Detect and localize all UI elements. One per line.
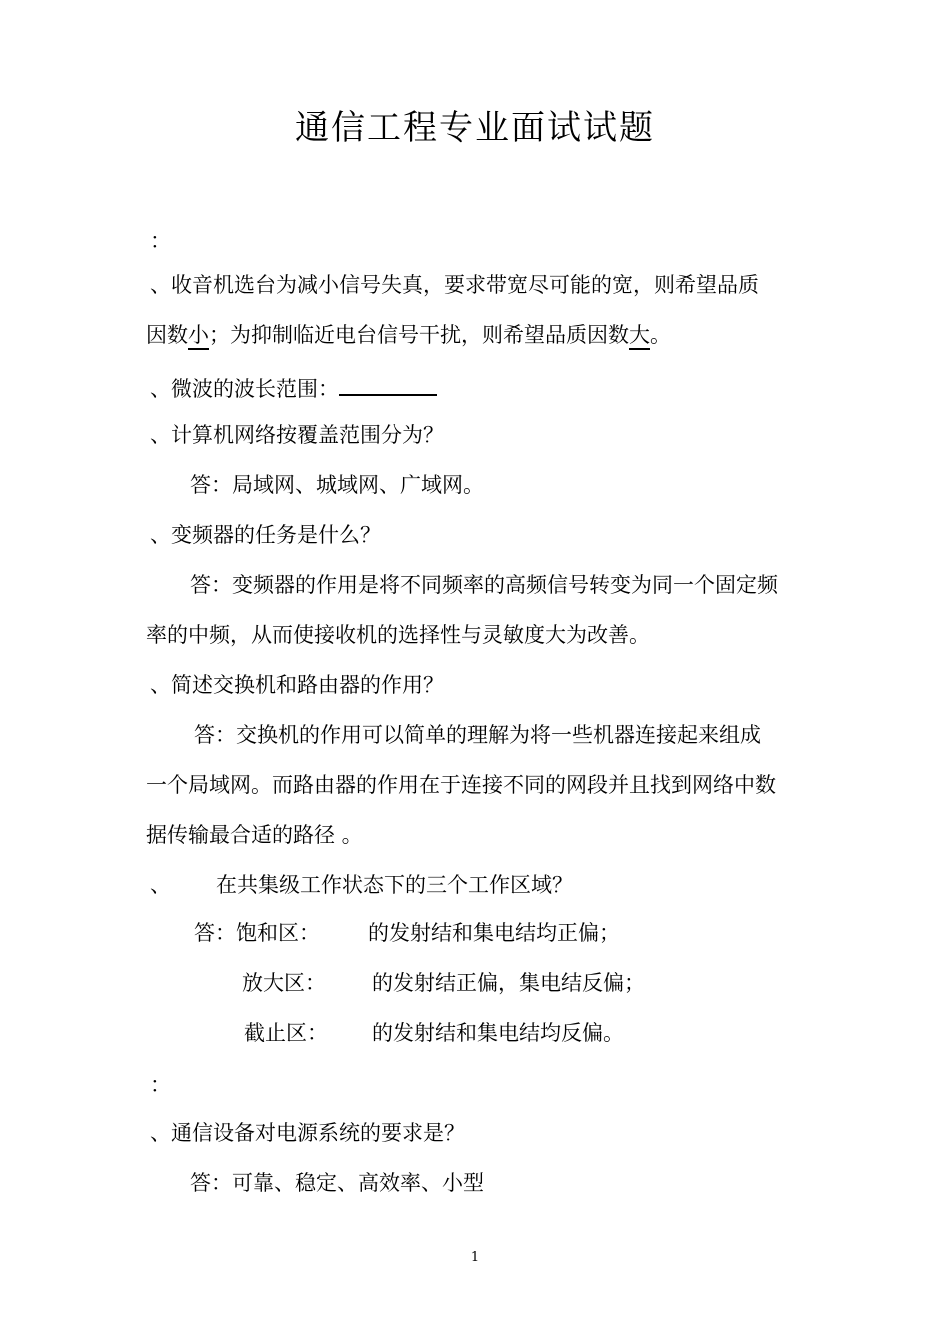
question-5: 、简述交换机和路由器的作用？	[150, 673, 444, 697]
question-6: 在共集级工作状态下的三个工作区域？	[216, 873, 573, 897]
question-1-text-b: ；为抑制临近电台信号干扰，则希望品质因数	[209, 323, 629, 347]
section-mark: ：	[150, 229, 171, 253]
answer-6-label-1: 答：饱和区：	[194, 921, 320, 945]
answer-5-line-2: 一个局域网。而路由器的作用在于连接不同的网段并且找到网络中数	[146, 773, 776, 797]
answer-3: 答：局域网、城域网、广域网。	[190, 473, 484, 497]
question-1-line-2	[146, 320, 671, 350]
answer-6-text-2: 的发射结正偏，集电结反偏；	[372, 971, 645, 995]
answer-4-line-1: 答：变频器的作用是将不同频率的高频信号转变为同一个固定频	[190, 573, 778, 597]
answer-7: 答：可靠、稳定、高效率、小型	[190, 1171, 484, 1195]
question-7: 、通信设备对电源系统的要求是？	[150, 1121, 465, 1145]
page-title: 通信工程专业面试试题	[295, 108, 655, 148]
page-number: 1	[470, 1250, 480, 1265]
answer-blank-large: 大	[629, 322, 650, 350]
answer-6-text-3: 的发射结和集电结均反偏。	[372, 1021, 624, 1045]
question-2	[150, 370, 437, 404]
section-mark: ：	[150, 1073, 171, 1097]
answer-blank-small: 小	[188, 322, 209, 350]
answer-6-label-2: 放大区：	[242, 971, 326, 995]
question-1-line-1: 、收音机选台为减小信号失真，要求带宽尽可能的宽，则希望品质	[150, 273, 759, 297]
answer-5-line-1: 答：交换机的作用可以简单的理解为将一些机器连接起来组成	[194, 723, 761, 747]
question-3: 、计算机网络按覆盖范围分为？	[150, 423, 444, 447]
question-1-text-a: 因数	[146, 323, 188, 347]
answer-5-line-3: 据传输最合适的路径 。	[146, 823, 363, 847]
answer-4-line-2: 率的中频，从而使接收机的选择性与灵敏度大为改善。	[146, 623, 650, 647]
question-4: 、变频器的任务是什么？	[150, 523, 381, 547]
fill-in-blank	[339, 370, 437, 396]
answer-6-label-3: 截止区：	[244, 1021, 328, 1045]
question-6-prefix: 、	[150, 873, 171, 897]
answer-6-text-1: 的发射结和集电结均正偏；	[368, 921, 620, 945]
question-2-text: 、微波的波长范围：	[150, 377, 339, 401]
question-1-text-c: 。	[650, 323, 671, 347]
